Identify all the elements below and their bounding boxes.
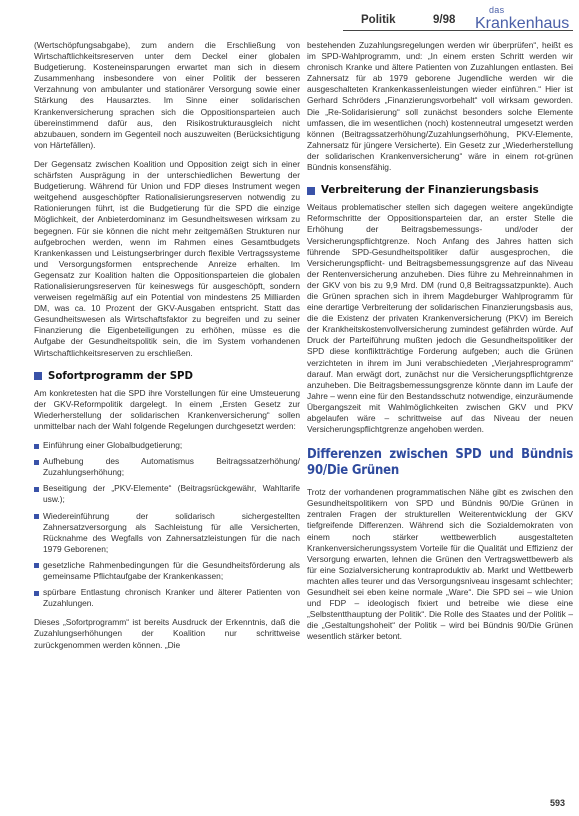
logo-bottom-text: Krankenhaus — [475, 15, 570, 32]
list-item: Beseitigung der „PKV-Elemente“ (Beitragsrückgewähr, Wahltarife usw.); — [34, 483, 300, 505]
header-rule — [343, 30, 573, 31]
page-header — [343, 2, 573, 32]
paragraph: Am konkretesten hat die SPD ihre Vorstellungen für eine Umsteuerung der GKV-Reformpolitik dargelegt. In einem „Ersten Gesetz zur Wiederherstellung der solidarischen Krankenversicherung“ sollen unmittelbar nach der Wahl folgende Regelungen durchgesetzt werden: — [34, 387, 300, 431]
section-heading-text: Verbreiterung der Finanzierungsbasis — [321, 185, 539, 197]
page-number: 593 — [549, 798, 565, 808]
section-heading — [307, 185, 573, 196]
journal-logo — [475, 4, 569, 30]
paragraph: (Wertschöpfungsabgabe), zum andern die Erschließung von Wirtschaftlichkeitsreserven unter dem Deckel einer globalen Budgetierung. Kosteneinsparungen erwartet man sich in diesem Zusammenhang insbesondere von einer Politik der besseren Verzahnung von ambulanter und stationärer Versorgung sowie einer Stärkung des Hausarztes. Im Sinne einer solidarischen Krankenversicherung sprachen sich die Oppositionsparteien auch übereinstimmend dafür aus, den Risikostrukturausgleich nicht abzubauen, sondern im Gegenteil noch auszuweiten (Berücksichtigung von Härtefällen). — [34, 40, 300, 150]
list-item: gesetzliche Rahmenbedingungen für die Gesundheitsförderung als gemeinsame Pflichtaufgabe der Krankenkassen; — [34, 560, 300, 582]
list-item: Wiedereinführung der solidarisch sichergestellten Zahnersatzversorgung als Sachleistung für alle Versicherten, Rücknahme des Wegfalls von Zahnersatzleistungen für die nach 1979 Geborenen; — [34, 511, 300, 555]
bullet-list — [34, 440, 300, 609]
issue-number: 9/98 — [433, 14, 456, 26]
section-heading-text: Sofortprogramm der SPD — [48, 370, 193, 382]
paragraph: Weitaus problematischer stellen sich dagegen weitere angekündigte Reformschritte der Oppositionsparteien dar, an erster Stelle die Erhöhung der Beitragsbemessungs- und/oder der Versicherungspflichtgrenze. Noch Anfang des Jahres hatten sich führende SPD-Gesundheitspolitiker dafür ausgesprochen, die Versicherungspflicht- und Beitragsbemessungsgrenze auf das Niveau der Rentenversicherung anzuheben. Dies führe zu Mehreinnahmen in der GKV von bis zu 9,9 Mrd. DM (rund 0,8 Beitragssatzpunkte). Auch die Grünen sprachen sich in ihrem Magdeburger Wahlprogramm für eine derartige Verbreiterung der solidarischen Finanzierungsbasis aus, die die Existenz der privaten Krankenversicherung (PKV) im Bereich der Krankheitskostenvollversicherung zumindest gefährden würde. Auf Druck der Parteiführung mußten jedoch die Gesundheitspolitiker der SPD diese konfliktträchtige Forderung aufgeben; auch die Grünen verzichteten in ihrem im Juni verabschiedeten „Vierjahresprogramm“ darauf. Man erwägt dort, zunächst nur die Versicherungspflichtgrenze anzuheben. Die Beitragsbemessungsgrenze könnte dann im Laufe der Jahre – wenn eine für den Bestandsschutz notwendige, einzuräumende Übergangszeit mit Wahlmöglichkeiten zwischen GKV und PKV abgelaufen wäre – schrittweise auf das Niveau der neuen Versicherungspflichtgrenze angehoben werden. — [307, 202, 573, 435]
paragraph: Trotz der vorhandenen programmatischen Nähe gibt es zwischen den Gesundheitspolitikern von SPD und Bündnis 90/Die Grünen in zentralen Fragen der strukturellen Weiterentwicklung der GKV tiefgreifende Differenzen. Während sich die Sozialdemokraten von einem noch stärker wettbewerblich ausgestalteten Krankenversicherungssystem Vorteile für die Qualität und Effizienz der Versorgung erwarten, lehnen die Grünen den Vertragswettbewerb als für eine Sozialversicherung kontraproduktiv ab. Markt und Wettbewerb machten alles teurer und das Versorgungsniveau insgesamt schlechter; Gesundheit sei eben keine normale „Ware“. Die SPD sei – wie Union und FDP – ideologisch fixiert und betreibe wie diese eine „Selbstentthauptung der Politik“. Die Rolle des Staates und der Politik – die „Gestaltungshoheit“ der Politik – wird bei Bündnis 90/Die Grünen wesentlich stärker betont. — [307, 487, 573, 642]
list-item: spürbare Entlastung chronisch Kranker und älterer Patienten von Zuzahlungen. — [34, 587, 300, 609]
square-bullet-icon — [34, 372, 42, 380]
left-column — [34, 40, 300, 659]
subheading: Differenzen zwischen SPD und Bündnis 90/Die Grünen — [307, 447, 573, 479]
list-item: Aufhebung des Automatismus Beitragssatzerhöhung/ Zuzahlungserhöhung; — [34, 456, 300, 478]
right-column — [307, 40, 573, 651]
paragraph: Der Gegensatz zwischen Koalition und Opposition zeigt sich in einer schärfsten Ausprägung in der unterschiedlichen Bewertung der Budgetierung. Während für Union und FDP dieses Instrument wegen weitgehend ausgeschöpfter Rationalisierungsreserven notwendig zu Rationierungen führt, ist die Budgetierung für die SPD die einzige Möglichkeit, der Anbieterdominanz im Gesundheitswesen wirksam zu begegnen. Für sie können die nicht mehr zeitgemäßen Strukturen nur aufgebrochen werden, wenn im Rahmen eines Gesamtbudgets Krankenkassen und Leistungserbringer durch flexible Vertragssysteme und Versorgungsformen entsprechende Anreize erhalten. Im Gegensatz zur Koalition halten die Oppositionsparteien die globalen Rationalisierungsreserven für keineswegs für ausgeschöpft, sondern verweisen regelmäßig auf ein Potential von mindestens 25 Milliarden DM, was ca. 10 Prozent der GKV-Ausgaben entspricht. Statt das Gesundheitswesen als Wirtschaftsfaktor zu begreifen und zu seiner Finanzierung die Eigenbeteiligungen zu erhöhen, müsse es die Aufgabe der Gesundheitspolitik sein, die im System vorhandenen Wirtschaftlichkeitsreserven zu erschließen. — [34, 158, 300, 358]
paragraph: bestehenden Zuzahlungsregelungen werden wir überprüfen“, heißt es im SPD-Wahlprogramm, und: „In einem ersten Schritt werden wir chronisch Kranke und ältere Patienten von Zuzahlungen entlasten. Bei Zahnersatz für ab 1979 geborene Jugendliche werden wir die ausgeschalteten Krankenkassenleistungen wieder einführen.“ Hier ist Gerhard Schröders „Finanzierungsvorbehalt“ voll wirksam geworden. Die „Re-Solidarisierung“ soll zunächst besonders solche Elemente umfassen, die im wesentlichen (noch) kostenneutral umgesetzt werden können (Beitragssatzerhöhung/Zuzahlungserhöhung, PKV-Elemente, Zahnersatz für jüngere Versicherte). Ein Gesetz zur „Wiederherstellung der solidarischen Krankenversicherung“ wäre in einem rot-grünen Bündnis konsensfähig. — [307, 40, 573, 173]
section-label: Politik — [361, 14, 396, 26]
logo-top-text: das — [489, 5, 505, 15]
section-heading — [34, 371, 300, 382]
square-bullet-icon — [307, 187, 315, 195]
paragraph: Dieses „Sofortprogramm“ ist bereits Ausdruck der Erkenntnis, daß die Zuzahlungserhöhungen der Koalition nur schrittweise zurückgenommen werden können. „Die — [34, 617, 300, 650]
list-item: Einführung einer Globalbudgetierung; — [34, 440, 300, 451]
